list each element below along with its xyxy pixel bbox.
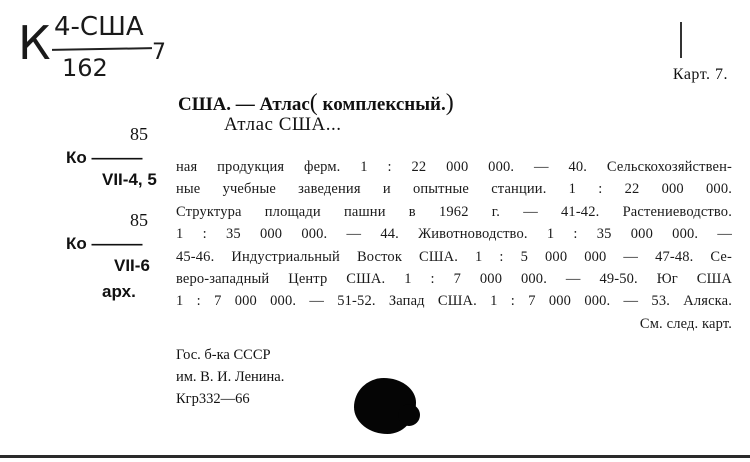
ink-blot	[354, 378, 416, 434]
library-imprint	[176, 344, 284, 410]
corner-pencil-mark	[680, 22, 682, 58]
contents-line: 45-46. Индустриальный Восток США. 1 : 5 000 000 — 47-48. Се-	[176, 248, 732, 265]
card-number-label: Карт. 7.	[672, 66, 728, 83]
library-name: Гос. б-ка СССР	[176, 347, 271, 363]
handwritten-letter: К	[18, 16, 51, 70]
contents-line: 1 : 35 000 000. — 44. Животноводство. 1 : 35 000 000. —	[176, 226, 732, 243]
library-dedication: им. В. И. Ленина.	[176, 369, 285, 385]
shelf-mark-1-volume: VII-4, 5	[102, 170, 157, 189]
entry-contents	[176, 156, 732, 335]
fraction-line	[52, 47, 152, 51]
shelf-mark-2-archive: арх.	[102, 282, 136, 301]
handwritten-denominator: 162	[62, 54, 108, 82]
shelf-mark-1-number: 85	[130, 124, 148, 144]
contents-line: 1 : 7 000 000. — 51-52. Запад США. 1 : 7 000 000. — 53. Аляска.	[176, 293, 732, 310]
title-paren-close: )	[445, 90, 454, 116]
card-bottom-edge	[0, 455, 750, 458]
title-qualifier: комплексный.	[317, 94, 446, 115]
catalog-number: Кгр332—66	[176, 391, 250, 407]
title-main: США. — Атлас	[178, 94, 310, 115]
handwritten-numerator: 4-США	[54, 12, 144, 42]
contents-line: веро-западный Центр США. 1 : 7 000 000. — 49-50. Юг США	[176, 271, 732, 288]
contents-line: ная продукция ферм. 1 : 22 000 000. — 40. Сельскохозяйствен-	[176, 159, 732, 175]
title-paren-open: (	[309, 90, 318, 116]
entry-title	[178, 90, 454, 117]
shelf-mark-2-number: 85	[130, 210, 148, 230]
shelf-mark-2-volume: VII-6	[114, 256, 150, 275]
shelf-mark-2-code: Ко ———	[66, 234, 143, 253]
contents-line: Структура площади пашни в 1962 г. — 41-42. Растениеводство.	[176, 203, 732, 220]
see-next-card: См. след. карт.	[639, 315, 732, 332]
handwritten-suffix: 7	[152, 40, 166, 65]
contents-line: ные учебные заведения и опытные станции. 1 : 22 000 000.	[176, 181, 732, 198]
shelf-mark-1-code: Ко ———	[66, 148, 143, 167]
entry-subtitle: Атлас США...	[224, 114, 342, 135]
